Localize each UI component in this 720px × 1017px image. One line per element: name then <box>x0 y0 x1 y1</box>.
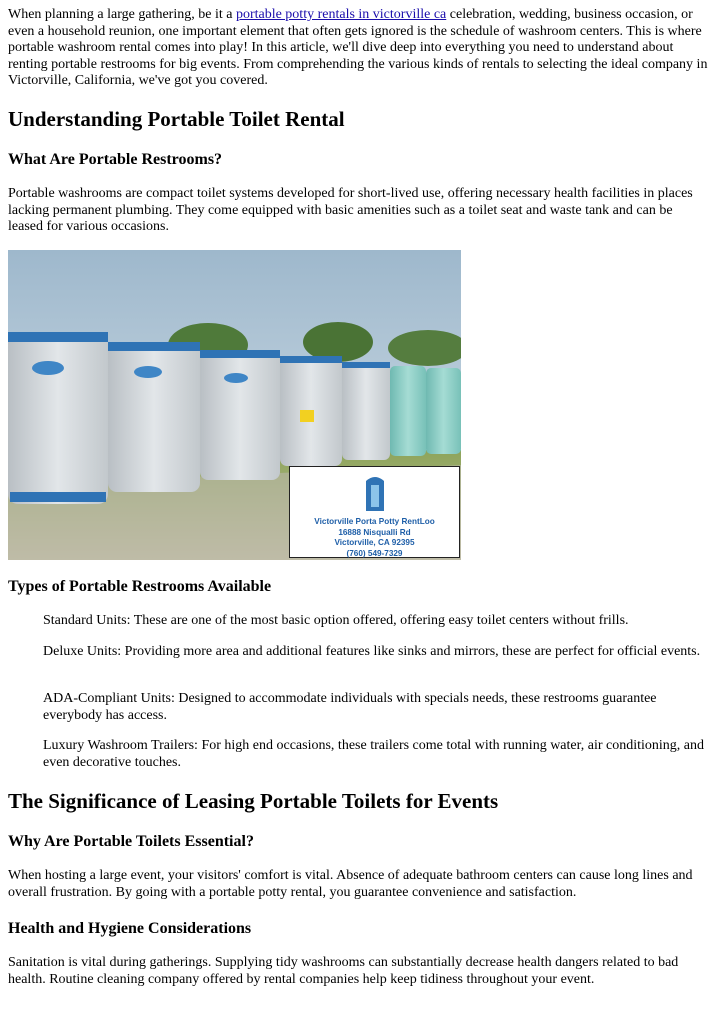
card-phone: (760) 549-7329 <box>346 548 403 558</box>
business-card <box>289 466 460 558</box>
what-are-heading: What Are Portable Restrooms? <box>8 151 223 168</box>
health-hygiene-paragraph: Sanitation is vital during gatherings. Supplying tidy washrooms can substantially decrease health dangers related to bad health. Routine cleaning company offered by rental companies help keep tidiness throughout your event. <box>8 955 679 987</box>
porta-potty-icon <box>364 473 386 513</box>
list-item: Standard Units: These are one of the most basic option offered, offering easy toilet centers without frills. <box>43 613 629 628</box>
list-item: Deluxe Units: Providing more area and additional features like sinks and mirrors, these are perfect for official events. <box>43 644 701 659</box>
list-item: ADA-Compliant Units: Designed to accommodate individuals with specials needs, these restrooms guarantee everybody has access. <box>43 691 657 723</box>
types-heading: Types of Portable Restrooms Available <box>8 578 272 595</box>
understanding-heading: Understanding Portable Toilet Rental <box>8 107 345 131</box>
why-essential-heading: Why Are Portable Toilets Essential? <box>8 833 254 850</box>
intro-text-after: celebration, wedding, business occasion, or even a household reunion, one important element that often gets ignored is the schedule of washroom centers. This is where portable washroom rental comes into play! In this article, we'll dive deep into everything you need to understand about renting portable restrooms for big events. From comprehending the various kinds of rentals to selecting the ideal company in Victorville, California, we've got you covered. <box>8 7 708 88</box>
card-street: 16888 Nisqualli Rd <box>338 527 411 537</box>
portable-restrooms-photo <box>8 250 461 560</box>
list-item: Luxury Washroom Trailers: For high end occasions, these trailers come total with running water, air conditioning, and even decorative touches. <box>43 738 704 770</box>
significance-heading: The Significance of Leasing Portable Toilets for Events <box>8 789 499 813</box>
restrooms-illustration <box>8 250 461 560</box>
health-hygiene-heading: Health and Hygiene Considerations <box>8 920 252 937</box>
card-city: Victorville, CA 92395 <box>334 538 415 547</box>
what-are-paragraph: Portable washrooms are compact toilet systems developed for short-lived use, offering necessary health facilities in places lacking permanent plumbing. They come equipped with basic amenities such as a toilet seat and waste tank and can be leased for various occasions. <box>8 186 693 234</box>
intro-text-before: When planning a large gathering, be it a <box>8 7 236 22</box>
intro-paragraph <box>8 7 710 90</box>
why-essential-paragraph: When hosting a large event, your visitors' comfort is vital. Absence of adequate bathroom centers can cause long lines and overall frustration. By going with a portable potty rental, you guarantee convenience and satisfaction. <box>8 868 693 900</box>
victorville-rentals-link[interactable]: portable potty rentals in victorville ca <box>235 7 447 22</box>
card-business-name: Victorville Porta Potty RentLoo <box>314 517 435 526</box>
